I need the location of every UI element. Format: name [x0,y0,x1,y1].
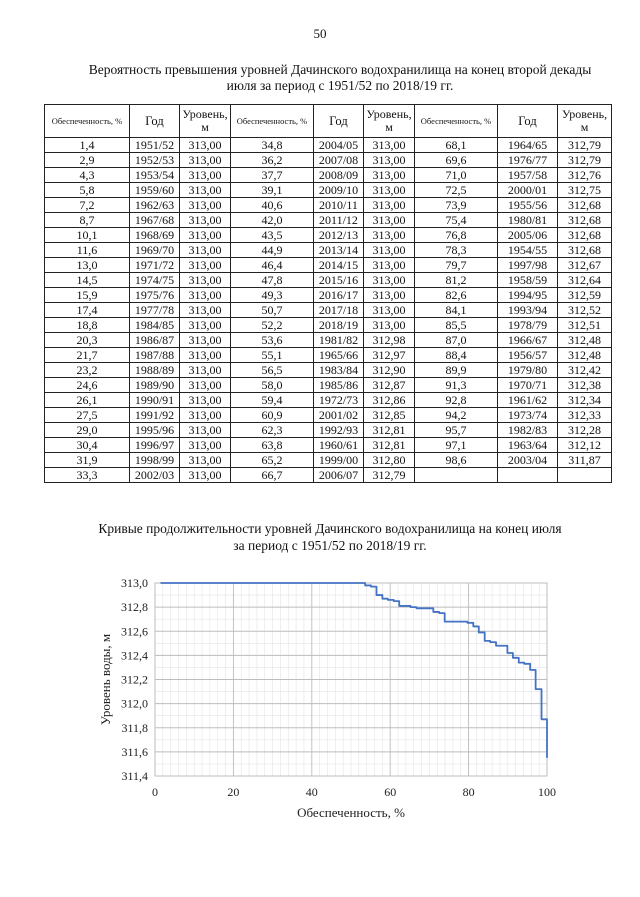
y-tick-label: 312,4 [121,648,148,663]
cell-provision: 63,8 [231,438,314,453]
cell-level: 312,97 [364,348,415,363]
cell-year [498,468,558,483]
chart-title [60,520,600,554]
y-tick-label: 311,8 [121,720,148,735]
table-row [45,168,612,183]
cell-provision: 42,0 [231,213,314,228]
cell-level: 313,00 [364,243,415,258]
probability-table [44,104,612,483]
cell-level: 313,00 [180,198,231,213]
cell-year: 1979/80 [498,363,558,378]
cell-level: 312,48 [558,333,612,348]
y-tick-label: 312,6 [121,624,148,639]
cell-year: 2016/17 [314,288,364,303]
cell-level: 313,00 [364,153,415,168]
cell-level: 312,79 [558,153,612,168]
table-row [45,258,612,273]
cell-level: 313,00 [180,408,231,423]
cell-provision: 53,6 [231,333,314,348]
y-tick-label: 311,6 [121,744,148,759]
cell-year: 1960/61 [314,438,364,453]
cell-year: 2002/03 [130,468,180,483]
cell-level: 313,00 [180,243,231,258]
cell-level: 312,81 [364,423,415,438]
cell-provision: 10,1 [45,228,130,243]
x-tick-label: 0 [152,785,158,799]
cell-provision: 46,4 [231,258,314,273]
x-axis-label: Обеспеченность, % [297,805,405,820]
cell-level: 313,00 [364,318,415,333]
cell-provision: 65,2 [231,453,314,468]
cell-level: 312,75 [558,183,612,198]
cell-level: 313,00 [180,303,231,318]
cell-level: 312,33 [558,408,612,423]
y-tick-label: 311,4 [121,769,148,783]
cell-provision: 82,6 [415,288,498,303]
table-title [70,62,610,94]
cell-year: 2018/19 [314,318,364,333]
cell-year: 1992/93 [314,423,364,438]
table-row [45,468,612,483]
y-axis-label: Уровень воды, м [98,633,113,726]
cell-year: 1993/94 [498,303,558,318]
cell-year: 1980/81 [498,213,558,228]
cell-year: 1962/63 [130,198,180,213]
cell-year: 2017/18 [314,303,364,318]
cell-provision: 5,8 [45,183,130,198]
cell-level: 312,81 [364,438,415,453]
table-row [45,243,612,258]
cell-year: 1983/84 [314,363,364,378]
cell-provision: 14,5 [45,273,130,288]
cell-year: 2006/07 [314,468,364,483]
cell-year: 1978/79 [498,318,558,333]
cell-provision: 97,1 [415,438,498,453]
header-level: Уровень, м [364,105,415,138]
cell-level: 313,00 [180,213,231,228]
cell-provision: 71,0 [415,168,498,183]
cell-year: 2015/16 [314,273,364,288]
table-header-row [45,105,612,138]
table-row [45,408,612,423]
cell-year: 1976/77 [498,153,558,168]
cell-level: 313,00 [180,453,231,468]
cell-level: 312,90 [364,363,415,378]
cell-level: 312,52 [558,303,612,318]
cell-year: 1977/78 [130,303,180,318]
cell-year: 1998/99 [130,453,180,468]
y-tick-label: 312,0 [121,696,148,711]
cell-provision: 34,8 [231,138,314,153]
x-tick-label: 20 [227,785,240,799]
cell-year: 2008/09 [314,168,364,183]
header-provision: Обеспеченность, % [231,105,314,138]
cell-year: 1988/89 [130,363,180,378]
cell-provision: 95,7 [415,423,498,438]
cell-provision: 58,0 [231,378,314,393]
cell-level: 313,00 [364,213,415,228]
cell-provision: 43,5 [231,228,314,243]
cell-year: 2001/02 [314,408,364,423]
cell-provision: 17,4 [45,303,130,318]
header-year: Год [314,105,364,138]
cell-level: 312,79 [558,138,612,153]
cell-year: 1982/83 [498,423,558,438]
cell-provision: 55,1 [231,348,314,363]
table-row [45,183,612,198]
cell-provision: 21,7 [45,348,130,363]
cell-level: 313,00 [364,273,415,288]
cell-provision: 47,8 [231,273,314,288]
cell-year: 1963/64 [498,438,558,453]
cell-level: 312,68 [558,213,612,228]
cell-provision: 87,0 [415,333,498,348]
cell-provision [415,468,498,483]
cell-level: 313,00 [180,393,231,408]
cell-year: 1989/90 [130,378,180,393]
cell-year: 1973/74 [498,408,558,423]
cell-provision: 60,9 [231,408,314,423]
level-duration-line [160,583,547,758]
table-row [45,348,612,363]
level-duration-chart [0,560,640,840]
cell-level: 313,00 [180,468,231,483]
y-tick-label: 312,8 [121,600,148,615]
table-row [45,228,612,243]
table-row [45,378,612,393]
cell-year: 1951/52 [130,138,180,153]
cell-year: 1970/71 [498,378,558,393]
cell-provision: 56,5 [231,363,314,378]
cell-year: 2003/04 [498,453,558,468]
header-year: Год [130,105,180,138]
cell-provision: 49,3 [231,288,314,303]
cell-year: 2011/12 [314,213,364,228]
cell-level: 313,00 [180,138,231,153]
table-row [45,153,612,168]
cell-provision: 24,6 [45,378,130,393]
cell-provision: 7,2 [45,198,130,213]
cell-year: 2010/11 [314,198,364,213]
cell-provision: 15,9 [45,288,130,303]
x-tick-label: 60 [384,785,397,799]
cell-year: 1991/92 [130,408,180,423]
cell-provision: 66,7 [231,468,314,483]
cell-provision: 73,9 [415,198,498,213]
cell-provision: 98,6 [415,453,498,468]
cell-year: 1968/69 [130,228,180,243]
cell-provision: 75,4 [415,213,498,228]
cell-year: 1957/58 [498,168,558,183]
cell-year: 1969/70 [130,243,180,258]
cell-provision: 59,4 [231,393,314,408]
cell-level: 313,00 [180,228,231,243]
cell-level: 312,42 [558,363,612,378]
cell-provision: 79,7 [415,258,498,273]
cell-level: 312,51 [558,318,612,333]
cell-year: 1994/95 [498,288,558,303]
cell-level: 313,00 [180,288,231,303]
cell-provision: 72,5 [415,183,498,198]
cell-provision: 26,1 [45,393,130,408]
table-row [45,453,612,468]
cell-level: 312,80 [364,453,415,468]
cell-level: 312,48 [558,348,612,363]
y-tick-label: 312,2 [121,672,148,687]
table-row [45,438,612,453]
cell-year: 1987/88 [130,348,180,363]
table-row [45,198,612,213]
cell-level: 313,00 [180,438,231,453]
cell-provision: 68,1 [415,138,498,153]
cell-level: 312,38 [558,378,612,393]
cell-provision: 18,8 [45,318,130,333]
cell-year: 1964/65 [498,138,558,153]
cell-year: 1972/73 [314,393,364,408]
cell-level: 312,87 [364,378,415,393]
cell-year: 1974/75 [130,273,180,288]
table-row [45,423,612,438]
cell-year: 2012/13 [314,228,364,243]
cell-level: 312,79 [364,468,415,483]
cell-provision: 76,8 [415,228,498,243]
cell-provision: 29,0 [45,423,130,438]
cell-level: 313,00 [180,168,231,183]
page-number: 50 [313,26,327,41]
cell-provision: 88,4 [415,348,498,363]
cell-level: 312,67 [558,258,612,273]
cell-level: 312,12 [558,438,612,453]
cell-year: 1966/67 [498,333,558,348]
cell-level: 313,00 [364,303,415,318]
cell-level: 313,00 [180,348,231,363]
cell-provision: 8,7 [45,213,130,228]
cell-provision: 44,9 [231,243,314,258]
chart-title-line-2: за период с 1951/52 по 2018/19 гг. [233,538,427,553]
y-tick-label: 313,0 [121,576,148,590]
cell-year: 1965/66 [314,348,364,363]
table-row [45,393,612,408]
cell-provision: 40,6 [231,198,314,213]
cell-provision: 91,3 [415,378,498,393]
cell-provision: 39,1 [231,183,314,198]
cell-level: 313,00 [364,183,415,198]
cell-level: 313,00 [364,138,415,153]
cell-year: 1955/56 [498,198,558,213]
cell-level: 312,86 [364,393,415,408]
cell-level: 313,00 [364,258,415,273]
cell-provision: 2,9 [45,153,130,168]
cell-level: 312,68 [558,198,612,213]
cell-year: 2009/10 [314,183,364,198]
cell-level: 311,87 [558,453,612,468]
cell-year: 1984/85 [130,318,180,333]
cell-provision: 1,4 [45,138,130,153]
cell-provision: 89,9 [415,363,498,378]
cell-level: 312,34 [558,393,612,408]
cell-year: 2004/05 [314,138,364,153]
cell-provision: 37,7 [231,168,314,183]
cell-year: 1954/55 [498,243,558,258]
cell-provision: 84,1 [415,303,498,318]
cell-provision: 78,3 [415,243,498,258]
table-title-line-2: июля за период с 1951/52 по 2018/19 гг. [226,78,454,93]
cell-provision: 27,5 [45,408,130,423]
cell-level: 312,85 [364,408,415,423]
table-row [45,333,612,348]
cell-year: 1961/62 [498,393,558,408]
cell-level: 312,68 [558,228,612,243]
cell-year: 1959/60 [130,183,180,198]
cell-level: 312,28 [558,423,612,438]
table-row [45,318,612,333]
x-tick-label: 80 [462,785,475,799]
cell-provision: 81,2 [415,273,498,288]
cell-level: 313,00 [364,168,415,183]
cell-year: 1967/68 [130,213,180,228]
x-tick-label: 100 [538,785,556,799]
cell-year: 2005/06 [498,228,558,243]
cell-level: 313,00 [180,318,231,333]
cell-provision: 20,3 [45,333,130,348]
cell-provision: 50,7 [231,303,314,318]
cell-provision: 13,0 [45,258,130,273]
cell-level: 313,00 [180,378,231,393]
cell-year: 1990/91 [130,393,180,408]
table-row [45,303,612,318]
cell-level: 312,59 [558,288,612,303]
cell-year: 1971/72 [130,258,180,273]
header-level: Уровень, м [180,105,231,138]
header-provision: Обеспеченность, % [45,105,130,138]
cell-level: 312,98 [364,333,415,348]
cell-provision: 92,8 [415,393,498,408]
cell-year: 1956/57 [498,348,558,363]
cell-level: 313,00 [180,423,231,438]
cell-year: 1997/98 [498,258,558,273]
cell-year: 1958/59 [498,273,558,288]
cell-year: 2000/01 [498,183,558,198]
cell-year: 2007/08 [314,153,364,168]
cell-year: 1952/53 [130,153,180,168]
cell-level: 312,68 [558,243,612,258]
cell-level: 313,00 [180,273,231,288]
cell-level: 313,00 [364,228,415,243]
table-row [45,213,612,228]
cell-year: 1996/97 [130,438,180,453]
cell-level: 313,00 [180,258,231,273]
cell-level: 313,00 [364,288,415,303]
cell-level: 313,00 [180,153,231,168]
cell-year: 2014/15 [314,258,364,273]
header-level: Уровень, м [558,105,612,138]
cell-level: 313,00 [180,183,231,198]
cell-level: 313,00 [180,333,231,348]
x-tick-label: 40 [305,785,318,799]
cell-year: 1981/82 [314,333,364,348]
cell-provision: 94,2 [415,408,498,423]
chart-title-line-1: Кривые продолжительности уровней Дачинского водохранилища на конец июля [98,521,562,536]
table-row [45,288,612,303]
cell-provision: 31,9 [45,453,130,468]
cell-year: 2013/14 [314,243,364,258]
cell-provision: 36,2 [231,153,314,168]
cell-provision: 30,4 [45,438,130,453]
cell-provision: 85,5 [415,318,498,333]
cell-provision: 11,6 [45,243,130,258]
table-title-line-1: Вероятность превышения уровней Дачинского водохранилища на конец второй декады [88,62,592,77]
cell-year: 1999/00 [314,453,364,468]
table-row [45,363,612,378]
cell-year: 1995/96 [130,423,180,438]
cell-provision: 23,2 [45,363,130,378]
cell-level [558,468,612,483]
table-row [45,273,612,288]
cell-provision: 4,3 [45,168,130,183]
cell-provision: 69,6 [415,153,498,168]
cell-provision: 33,3 [45,468,130,483]
cell-year: 1953/54 [130,168,180,183]
cell-year: 1985/86 [314,378,364,393]
cell-year: 1975/76 [130,288,180,303]
cell-level: 312,64 [558,273,612,288]
cell-level: 313,00 [364,198,415,213]
cell-provision: 62,3 [231,423,314,438]
table-row [45,138,612,153]
header-provision: Обеспеченность, % [415,105,498,138]
header-year: Год [498,105,558,138]
cell-provision: 52,2 [231,318,314,333]
cell-level: 313,00 [180,363,231,378]
cell-level: 312,76 [558,168,612,183]
cell-year: 1986/87 [130,333,180,348]
